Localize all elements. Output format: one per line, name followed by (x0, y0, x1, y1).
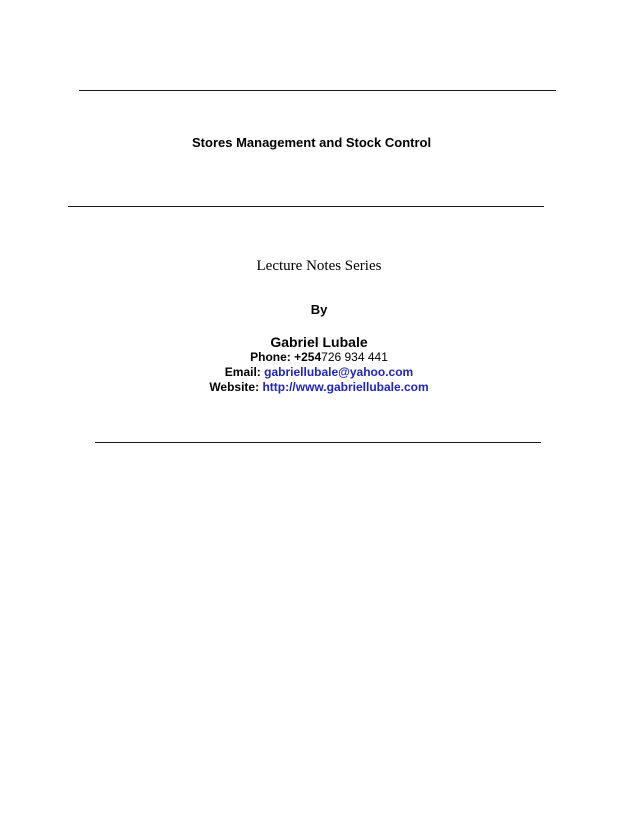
phone-label: Phone: (250, 350, 295, 364)
top-divider (79, 90, 556, 91)
email-label: Email: (224, 365, 265, 379)
document-title: Stores Management and Stock Control (192, 135, 432, 150)
series-label: Lecture Notes Series (256, 258, 382, 274)
email-line (0, 365, 638, 379)
by-label: By (310, 302, 328, 317)
website-link[interactable]: http://www.gabriellubale.com (262, 380, 429, 394)
phone-number: 726 934 441 (321, 350, 388, 364)
middle-divider (68, 206, 544, 207)
phone-line (0, 350, 638, 364)
website-label: Website: (209, 380, 263, 394)
author-name: Gabriel Lubale (270, 334, 368, 350)
bottom-divider (95, 442, 541, 443)
website-line (0, 380, 638, 394)
email-link[interactable]: gabriellubale@yahoo.com (264, 365, 414, 379)
phone-country-code: +254 (294, 350, 322, 364)
